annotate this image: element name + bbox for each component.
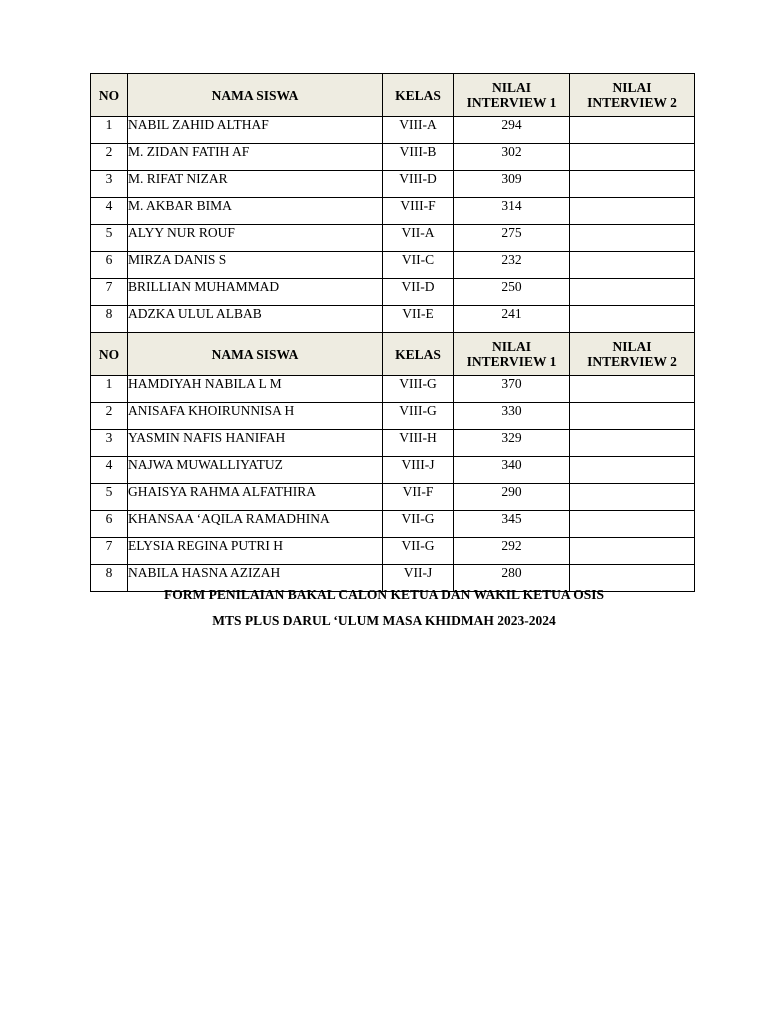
cell-nilai-interview-1: 241 [454,306,570,333]
cell-nilai-interview-1: 302 [454,144,570,171]
cell-nama-siswa: YASMIN NAFIS HANIFAH [128,430,383,457]
cell-nilai-interview-1: 309 [454,171,570,198]
cell-nilai-interview-1: 314 [454,198,570,225]
table-row [91,171,695,198]
table-row [91,144,695,171]
cell-nilai-interview-2 [570,376,695,403]
cell-nama-siswa: HAMDIYAH NABILA L M [128,376,383,403]
cell-no: 6 [91,252,128,279]
cell-kelas: VIII-D [383,171,454,198]
table-row [91,430,695,457]
table-row [91,538,695,565]
cell-nilai-interview-2 [570,198,695,225]
cell-nilai-interview-2 [570,403,695,430]
cell-nilai-interview-2 [570,457,695,484]
header-kelas-text: KELAS [395,346,441,362]
cell-nama-siswa: NABILA HASNA AZIZAH [128,565,383,592]
cell-nilai-interview-2 [570,484,695,511]
table-row [91,457,695,484]
cell-kelas: VIII-H [383,430,454,457]
table-row [91,279,695,306]
table-row [91,376,695,403]
header-no-text: NO [98,346,120,362]
cell-kelas: VIII-G [383,376,454,403]
cell-kelas: VII-A [383,225,454,252]
header-nilai-interview-2 [570,74,695,117]
table-header-row [91,74,695,117]
header-nilai-interview-1 [454,333,570,376]
cell-kelas: VIII-J [383,457,454,484]
form-title: FORM PENILAIAN BAKAL CALON KETUA DAN WAKIL KETUA OSIS [163,587,605,602]
table-row [91,511,695,538]
cell-no: 8 [91,565,128,592]
cell-nilai-interview-1: 345 [454,511,570,538]
assessment-form [90,73,694,592]
cell-no: 1 [91,376,128,403]
cell-nama-siswa: KHANSAA ‘AQILA RAMADHINA [128,511,383,538]
cell-no: 1 [91,117,128,144]
cell-kelas: VII-G [383,511,454,538]
table-row [91,225,695,252]
cell-nama-siswa: ELYSIA REGINA PUTRI H [128,538,383,565]
header-no [91,333,128,376]
header-no [91,74,128,117]
cell-no: 7 [91,279,128,306]
cell-nilai-interview-2 [570,430,695,457]
cell-no: 3 [91,430,128,457]
header-nilai-interview-1-text: NILAI [491,80,531,95]
table-row [91,117,695,144]
header-nilai-interview-1-text: NILAI [491,339,531,354]
cell-no: 6 [91,511,128,538]
table-row [91,252,695,279]
cell-nama-siswa: GHAISYA RAHMA ALFATHIRA [128,484,383,511]
cell-kelas: VII-F [383,484,454,511]
cell-nama-siswa: BRILLIAN MUHAMMAD [128,279,383,306]
header-nilai-interview-1-text: INTERVIEW 1 [466,95,557,110]
header-nilai-interview-2-text: NILAI [612,80,652,95]
cell-nilai-interview-1: 292 [454,538,570,565]
cell-nilai-interview-1: 329 [454,430,570,457]
cell-no: 7 [91,538,128,565]
header-nilai-interview-1-text: INTERVIEW 1 [466,354,557,369]
cell-nilai-interview-1: 330 [454,403,570,430]
header-kelas [383,74,454,117]
cell-kelas: VII-C [383,252,454,279]
cell-nilai-interview-1: 232 [454,252,570,279]
header-nilai-interview-2-text: INTERVIEW 2 [587,95,677,110]
cell-no: 4 [91,457,128,484]
cell-nilai-interview-1: 275 [454,225,570,252]
cell-kelas: VIII-F [383,198,454,225]
header-kelas-text: KELAS [395,87,441,103]
header-kelas [383,333,454,376]
cell-nilai-interview-1: 294 [454,117,570,144]
cell-nilai-interview-1: 250 [454,279,570,306]
cell-kelas: VII-G [383,538,454,565]
candidate-score-table [90,73,695,592]
cell-nilai-interview-2 [570,511,695,538]
cell-nilai-interview-1: 340 [454,457,570,484]
cell-nama-siswa: ALYY NUR ROUF [128,225,383,252]
header-nama-siswa [128,333,383,376]
cell-no: 2 [91,403,128,430]
header-nama-siswa-text: NAMA SISWA [211,87,299,103]
table-row [91,403,695,430]
cell-nama-siswa: ANISAFA KHOIRUNNISA H [128,403,383,430]
cell-nilai-interview-2 [570,306,695,333]
cell-nilai-interview-2 [570,225,695,252]
cell-kelas: VIII-G [383,403,454,430]
table-row [91,198,695,225]
cell-nilai-interview-2 [570,144,695,171]
table-row [91,484,695,511]
header-nilai-interview-1 [454,74,570,117]
cell-nilai-interview-2 [570,117,695,144]
cell-nama-siswa: NABIL ZAHID ALTHAF [128,117,383,144]
cell-nilai-interview-2 [570,171,695,198]
header-nilai-interview-2-text: INTERVIEW 2 [587,354,677,369]
cell-kelas: VII-E [383,306,454,333]
cell-no: 5 [91,484,128,511]
cell-no: 4 [91,198,128,225]
header-no-text: NO [98,87,120,103]
cell-kelas: VIII-A [383,117,454,144]
cell-no: 8 [91,306,128,333]
cell-nilai-interview-2 [570,538,695,565]
cell-nama-siswa: NAJWA MUWALLIYATUZ [128,457,383,484]
cell-nama-siswa: M. RIFAT NIZAR [128,171,383,198]
table-header-row [91,333,695,376]
cell-no: 3 [91,171,128,198]
cell-nama-siswa: M. AKBAR BIMA [128,198,383,225]
cell-nilai-interview-1: 290 [454,484,570,511]
header-nama-siswa [128,74,383,117]
header-nilai-interview-2-text: NILAI [612,339,652,354]
cell-no: 2 [91,144,128,171]
cell-kelas: VIII-B [383,144,454,171]
cell-no: 5 [91,225,128,252]
cell-kelas: VII-D [383,279,454,306]
header-nama-siswa-text: NAMA SISWA [211,346,299,362]
cell-nilai-interview-2 [570,279,695,306]
header-nilai-interview-2 [570,333,695,376]
table-row [91,306,695,333]
cell-nilai-interview-1: 280 [454,565,570,592]
cell-nama-siswa: ADZKA ULUL ALBAB [128,306,383,333]
cell-nama-siswa: MIRZA DANIS S [128,252,383,279]
cell-nilai-interview-1: 370 [454,376,570,403]
cell-nama-siswa: M. ZIDAN FATIH AF [128,144,383,171]
cell-nilai-interview-2 [570,252,695,279]
cell-kelas: VII-J [383,565,454,592]
form-subtitle: MTS PLUS DARUL ‘ULUM MASA KHIDMAH 2023-2024 [212,613,556,628]
